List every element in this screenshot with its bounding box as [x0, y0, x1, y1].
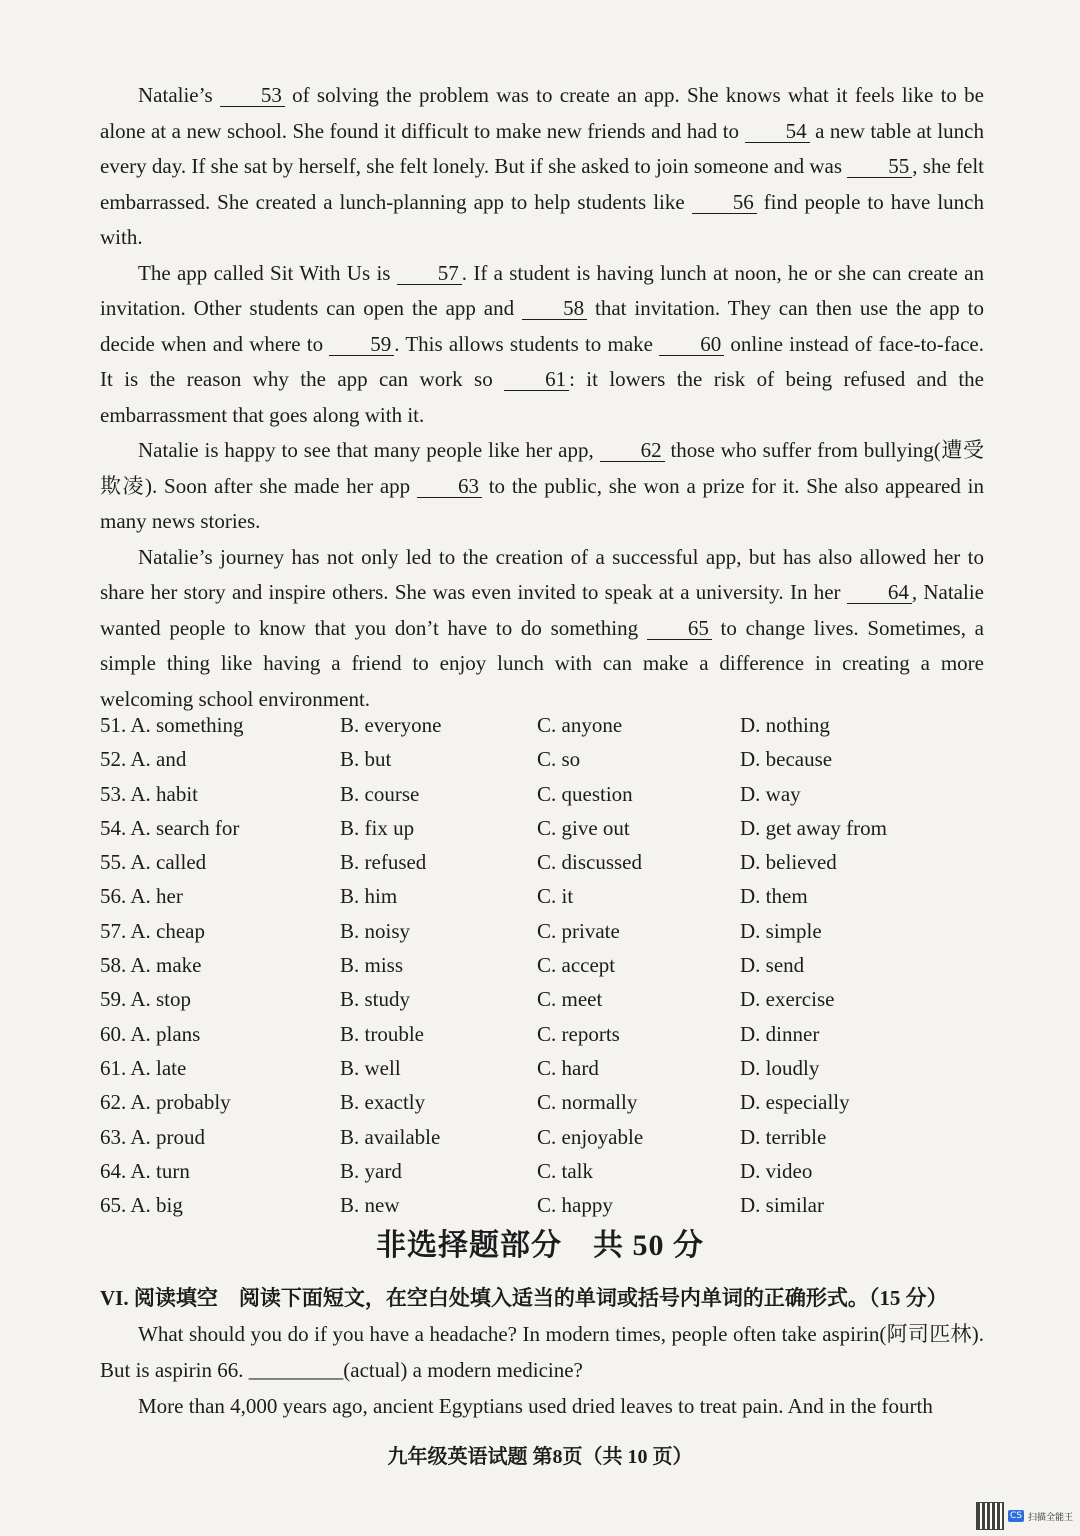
option-c: C. discussed [537, 850, 642, 875]
option-row [100, 816, 1000, 850]
option-c: C. reports [537, 1021, 620, 1046]
option-b: B. noisy [340, 918, 411, 943]
blank-63: 63 [417, 475, 482, 498]
option-c: C. happy [537, 1193, 613, 1218]
option-a: 51. A. something [100, 713, 244, 737]
option-c: C. give out [537, 815, 630, 840]
section-title: 非选择题部分 共 50 分 [376, 1229, 704, 1262]
option-row [100, 987, 1000, 1021]
option-b: B. study [340, 987, 411, 1012]
option-row [100, 1159, 1000, 1193]
option-b: B. new [340, 1193, 400, 1218]
scanner-name: 扫描全能王 [1028, 1512, 1074, 1523]
option-a: 59. A. stop [100, 987, 192, 1012]
option-row [100, 1090, 1000, 1124]
option-b: B. refused [340, 850, 427, 875]
option-a: 65. A. big [100, 1193, 183, 1218]
option-d: D. because [740, 747, 833, 772]
option-c: C. private [537, 918, 620, 943]
option-row [100, 1125, 1000, 1159]
option-c: C. normally [537, 1090, 638, 1115]
option-b: B. him [340, 884, 398, 909]
cloze-passage [100, 78, 984, 717]
option-a: 64. A. turn [100, 1158, 190, 1183]
page-footer: 九年级英语试题 第8页（共 10 页） [387, 1446, 693, 1468]
section-6-paragraph: More than 4,000 years ago, ancient Egyptians used dried leaves to treat pain. And in the fourth [138, 1394, 933, 1418]
option-c: C. enjoyable [537, 1124, 644, 1149]
blank-54: 54 [745, 120, 810, 143]
option-d: D. similar [740, 1193, 824, 1218]
option-c: C. so [537, 747, 581, 772]
option-row [100, 1056, 1000, 1090]
blank-62: 62 [600, 439, 665, 462]
option-a: 56. A. her [100, 884, 183, 909]
option-b: B. exactly [340, 1090, 426, 1115]
option-d: D. nothing [740, 713, 830, 737]
option-a: 63. A. proud [100, 1124, 205, 1149]
option-c: C. anyone [537, 713, 623, 737]
option-a: 61. A. late [100, 1055, 187, 1080]
option-a: 58. A. make [100, 953, 202, 978]
option-c: C. hard [537, 1055, 599, 1080]
option-a: 62. A. probably [100, 1090, 231, 1115]
blank-65: 65 [647, 617, 712, 640]
blank-64: 64 [847, 581, 912, 604]
option-b: B. miss [340, 953, 404, 978]
blank-59: 59 [329, 333, 394, 356]
option-d: D. especially [740, 1090, 850, 1115]
option-b: B. fix up [340, 815, 415, 840]
passage-paragraph: Natalie’s 53 of solving the problem was to create an app. She knows what it feels like to be alone at a new school. She found it difficult to make new friends and had to 54 a new table at lunch every day. If she sat by herself, she felt lonely. But if she asked to join someone and was 55 , she felt embarrassed. She created a lunch-planning app to help students like 56 find people to have lunch with. [100, 83, 985, 249]
option-d: D. dinner [740, 1021, 820, 1046]
section-6 [100, 1280, 984, 1424]
option-d: D. loudly [740, 1055, 820, 1080]
section-6-heading: VI. 阅读填空 阅读下面短文，在空白处填入适当的单词或括号内单词的正确形式。（15 分） [100, 1286, 948, 1310]
blank-55: 55 [847, 155, 912, 178]
option-row [100, 1022, 1000, 1056]
option-a: 54. A. search for [100, 815, 240, 840]
option-c: C. it [537, 884, 574, 909]
blank-53: 53 [220, 84, 285, 107]
option-d: D. get away from [740, 815, 887, 840]
qr-code-icon [976, 1502, 1004, 1530]
scanner-badge: CS [1010, 1511, 1022, 1521]
option-row [100, 850, 1000, 884]
option-b: B. everyone [340, 713, 442, 737]
option-b: B. trouble [340, 1021, 424, 1046]
option-a: 55. A. called [100, 850, 207, 875]
option-c: C. question [537, 781, 633, 806]
option-a: 57. A. cheap [100, 918, 205, 943]
option-b: B. available [340, 1124, 441, 1149]
passage-paragraph: The app called Sit With Us is 57 . If a student is having lunch at noon, he or she can create an invitation. Other students can open the app and 58 that invitation. They can then use the app to decide when and where to 59 . This allows students to make 60 online instead of face-to-face. It is the reason why the app can work so 61 : it lowers the risk of being refused and the embarrassment that goes along with it. [100, 260, 984, 427]
option-row [100, 713, 1000, 747]
option-d: D. way [740, 781, 801, 806]
option-d: D. simple [740, 918, 822, 943]
option-row [100, 782, 1000, 816]
option-b: B. well [340, 1055, 401, 1080]
option-d: D. send [740, 953, 805, 978]
section-6-paragraph: What should you do if you have a headache? In modern times, people often take aspirin(阿司匹林). But is aspirin 66. _________(actual) a modern medicine? [100, 1322, 984, 1382]
option-b: B. yard [340, 1158, 402, 1183]
option-c: C. accept [537, 953, 616, 978]
option-row [100, 953, 1000, 987]
option-c: C. talk [537, 1158, 593, 1183]
blank-61: 61 [504, 368, 569, 391]
blank-58: 58 [522, 297, 587, 320]
option-d: D. exercise [740, 987, 835, 1012]
option-a: 60. A. plans [100, 1021, 201, 1046]
option-a: 52. A. and [100, 747, 187, 772]
option-row [100, 747, 1000, 781]
options-list [100, 713, 1000, 1227]
option-a: 53. A. habit [100, 781, 198, 806]
option-b: B. but [340, 747, 392, 772]
blank-56: 56 [692, 191, 757, 214]
option-row [100, 884, 1000, 918]
passage-paragraph: Natalie is happy to see that many people like her app, 62 those who suffer from bullying(遭受欺凌). Soon after she made her app 63 to the public, she won a prize for it. She also appeared in many news stories. [100, 438, 985, 533]
option-d: D. believed [740, 850, 837, 875]
passage-paragraph: Natalie’s journey has not only led to the creation of a successful app, but has also allowed her to share her story and inspire others. She was even invited to speak at a university. In her 64 , Natalie wanted people to know that you don’t have to do something 65 to change lives. Sometimes, a simple thing like having a friend to enjoy lunch with can make a difference in creating a more welcoming school environment. [100, 544, 984, 711]
blank-60: 60 [659, 333, 724, 356]
option-c: C. meet [537, 987, 603, 1012]
option-d: D. them [740, 884, 808, 909]
option-row [100, 919, 1000, 953]
option-b: B. course [340, 781, 420, 806]
scanner-watermark [976, 1502, 1073, 1530]
option-d: D. terrible [740, 1124, 827, 1149]
blank-57: 57 [397, 262, 462, 285]
option-d: D. video [740, 1158, 813, 1183]
